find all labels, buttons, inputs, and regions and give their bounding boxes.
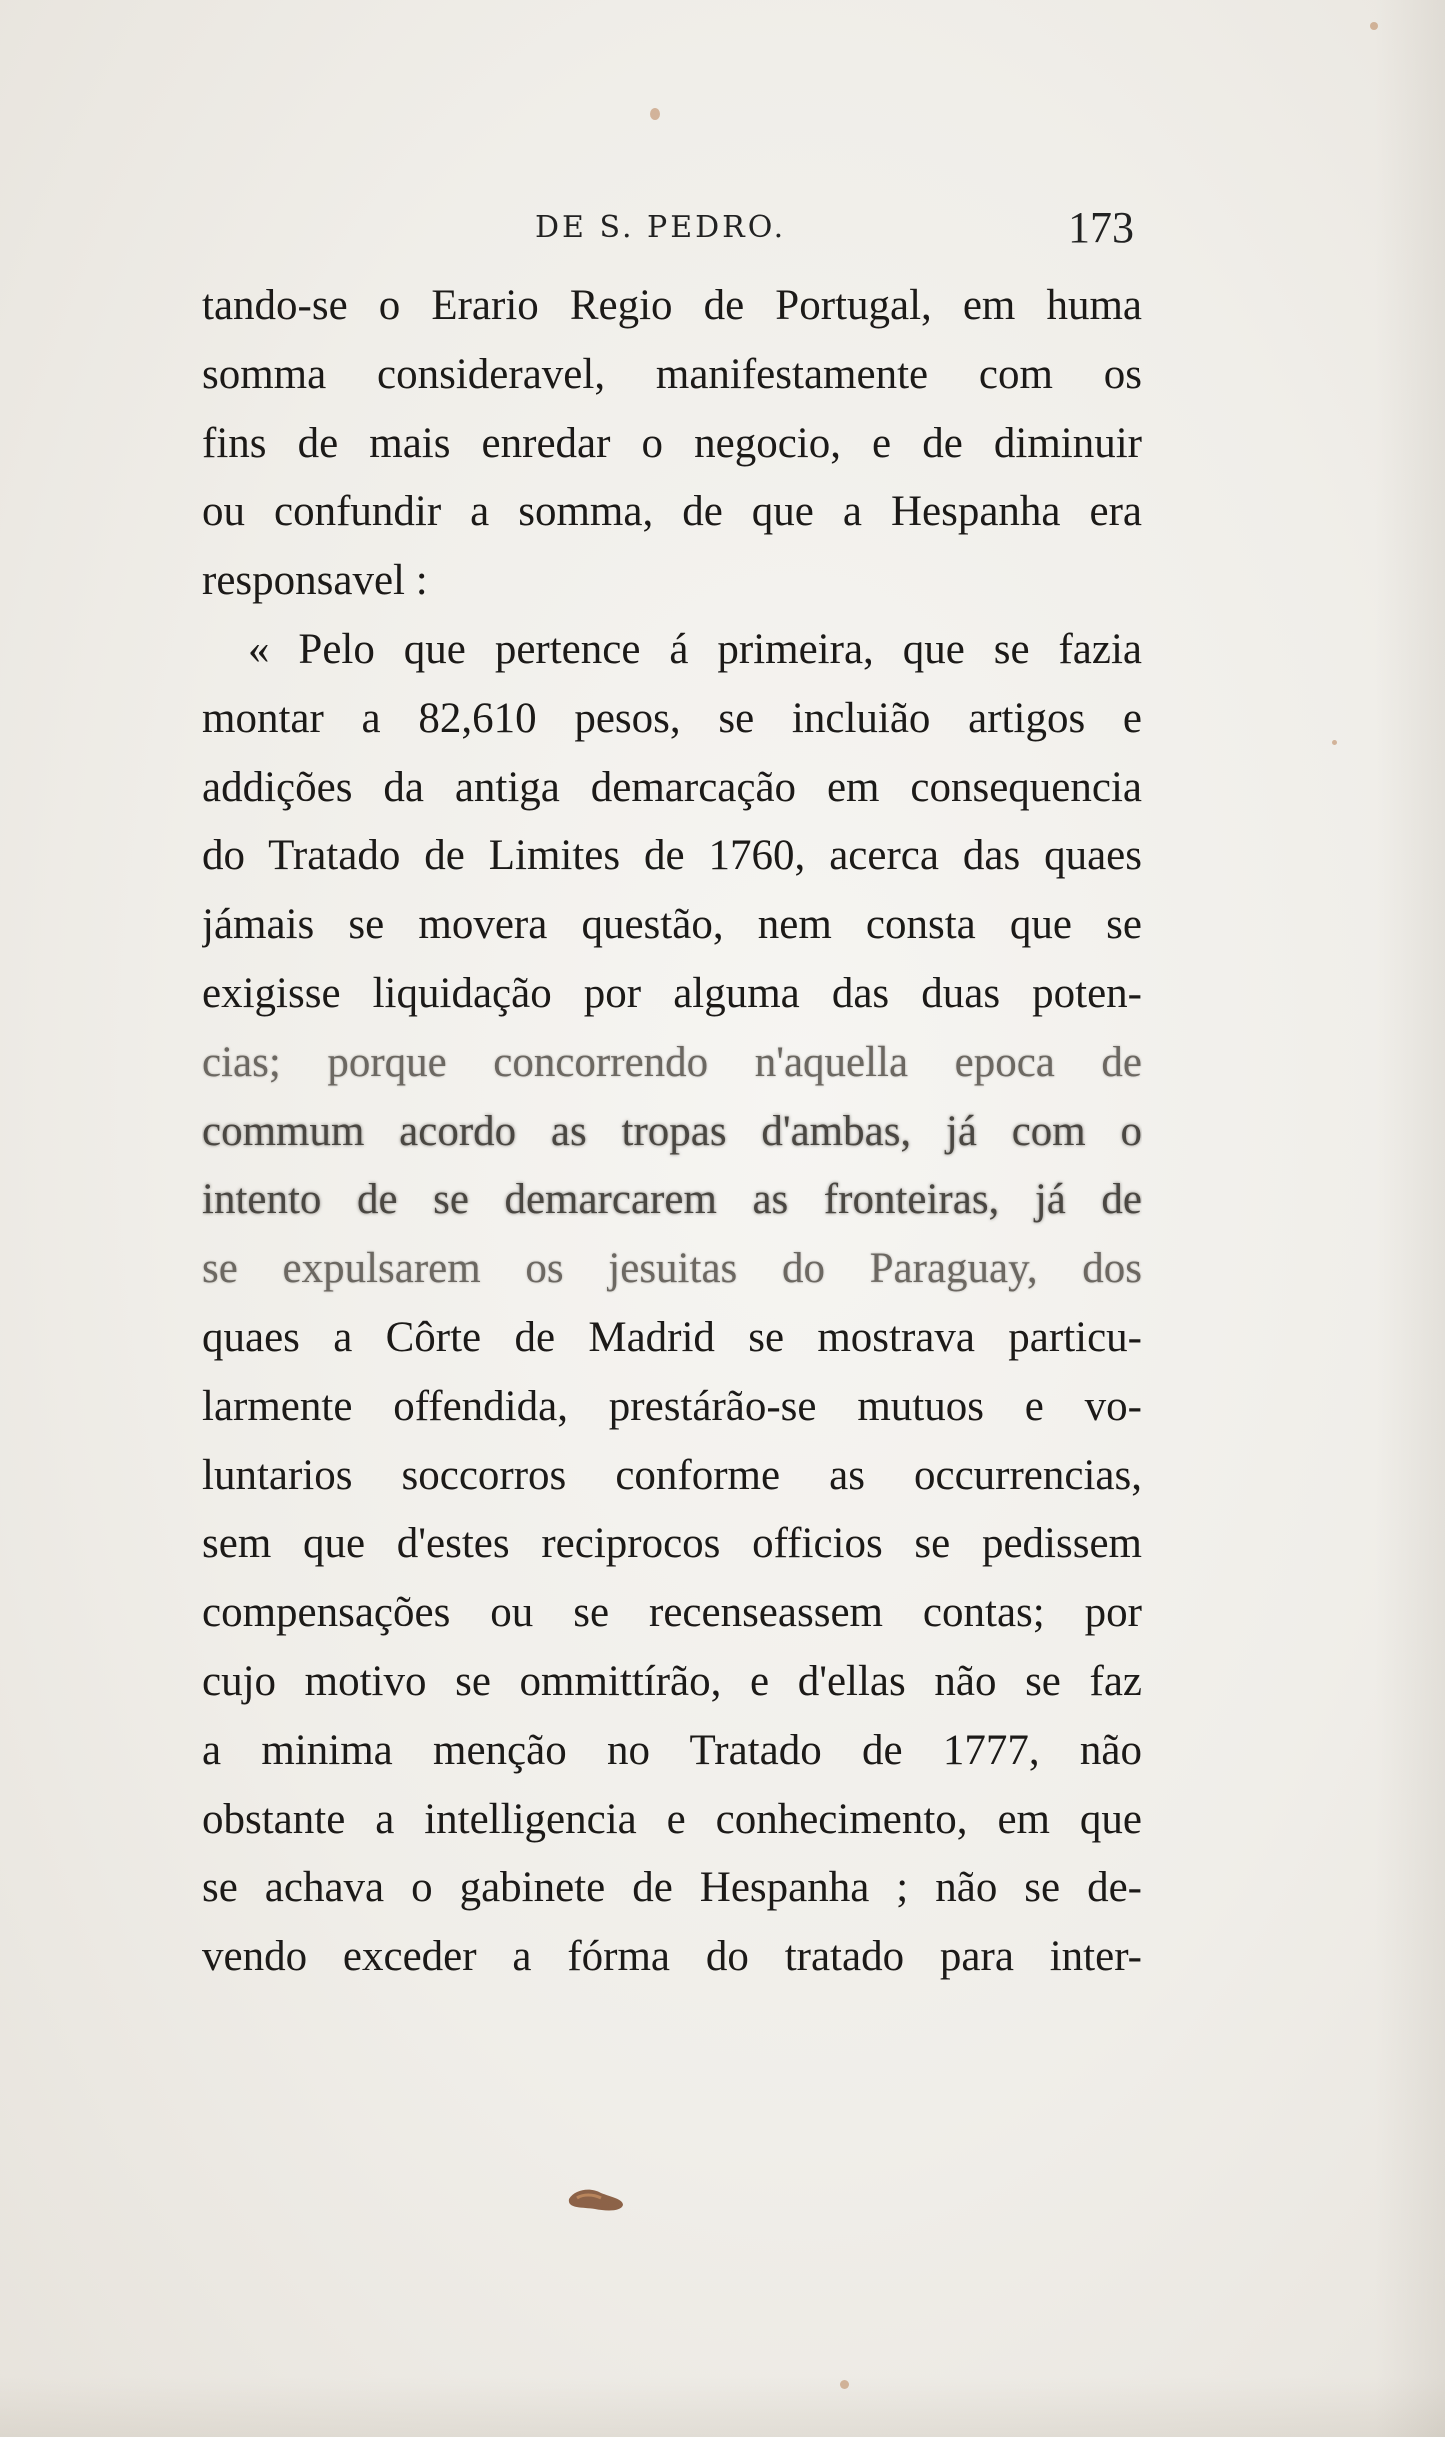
- page-number: 173: [1068, 203, 1134, 252]
- text-line: cias; porque concorrendo n'aquella epoca de: [202, 1038, 1142, 1086]
- text-line: sem que d'estes reciprocos officios se pedissem: [202, 1520, 1142, 1568]
- text-line: luntarios soccorros conforme as occurrencias,: [202, 1451, 1142, 1499]
- text-line: jámais se movera questão, nem consta que se: [202, 901, 1142, 949]
- text-line: responsavel :: [202, 557, 428, 605]
- text-line: quaes a Côrte de Madrid se mostrava particu-: [202, 1313, 1142, 1361]
- text-line: cujo motivo se ommittírão, e d'ellas não se faz: [202, 1657, 1142, 1705]
- text-line: a minima menção no Tratado de 1777, não: [202, 1726, 1142, 1774]
- running-head: [200, 198, 1140, 258]
- running-title: DE S. PEDRO.: [535, 210, 787, 245]
- text-line: vendo exceder a fórma do tratado para inter-: [202, 1933, 1142, 1981]
- text-line: larmente offendida, prestárão-se mutuos e vo-: [202, 1382, 1142, 1430]
- text-line: ou confundir a somma, de que a Hespanha era: [202, 488, 1142, 536]
- text-line: tando-se o Erario Regio de Portugal, em huma: [202, 282, 1142, 329]
- page-edge-shadow-right: [1375, 0, 1445, 2437]
- page-edge-shadow-bottom: [0, 2377, 1445, 2437]
- paper-speck: [1370, 22, 1378, 30]
- text-line: obstante a intelligencia e conhecimento, em que: [202, 1795, 1142, 1843]
- text-line: commum acordo as tropas d'ambas, já com o: [202, 1107, 1142, 1155]
- text-line: « Pelo que pertence á primeira, que se fazia: [248, 625, 1142, 673]
- text-line: fins de mais enredar o negocio, e de diminuir: [202, 419, 1142, 467]
- text-line: exigisse liquidação por alguma das duas poten-: [202, 969, 1142, 1017]
- text-line: montar a 82,610 pesos, se incluião artigos e: [202, 694, 1142, 742]
- body-text: [202, 272, 1142, 1992]
- text-line: se achava o gabinete de Hespanha ; não se de-: [202, 1864, 1142, 1912]
- paper-speck: [840, 2380, 849, 2389]
- text-line: compensações ou se recenseassem contas; por: [202, 1589, 1142, 1637]
- text-line: intento de se demarcarem as fronteiras, já de: [202, 1176, 1142, 1224]
- paper-stain-icon: [565, 2185, 627, 2215]
- paper-speck: [1332, 740, 1337, 745]
- text-line: somma consideravel, manifestamente com os: [202, 350, 1142, 398]
- text-line: do Tratado de Limites de 1760, acerca das quaes: [202, 832, 1142, 880]
- paper-speck: [650, 108, 660, 120]
- text-line: se expulsarem os jesuitas do Paraguay, dos: [202, 1245, 1142, 1293]
- text-line: addições da antiga demarcação em consequencia: [202, 763, 1142, 811]
